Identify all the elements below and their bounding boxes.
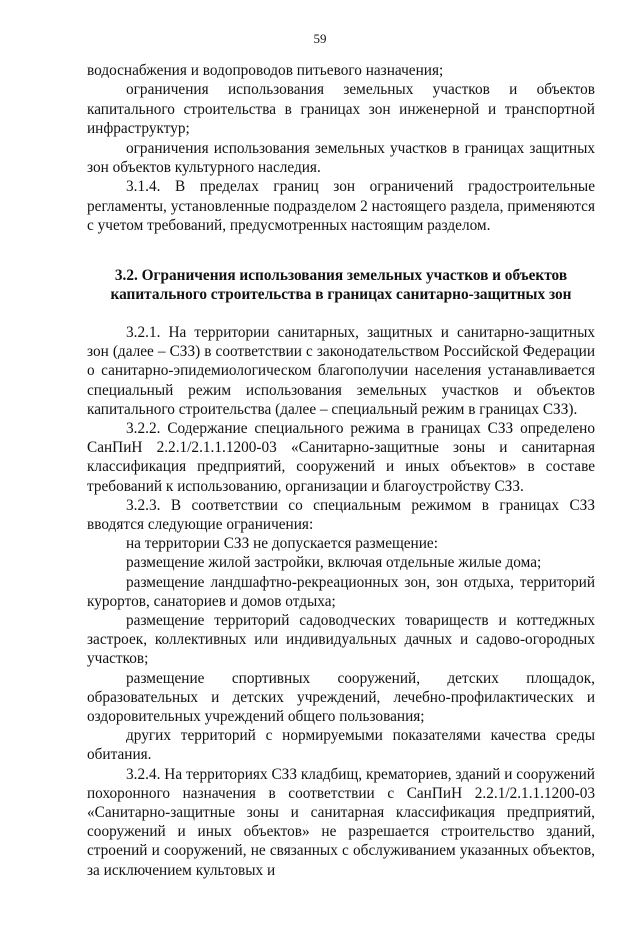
paragraph: 3.2.2. Содержание специального режима в границах СЗЗ определено СанПиН 2.2.1/2.1.1.1200-03 «Санитарно-защитные зоны и санитарная классификация предприятий, сооружений и иных объектов» в составе требований к использованию, организации и благоустройству СЗЗ. (87, 420, 595, 495)
paragraph: размещение ландшафтно-рекреационных зон, зон отдыха, территорий курортов, санаториев и домов отдыха; (87, 573, 595, 610)
paragraph: 3.2.3. В соответствии со специальным режимом в границах СЗЗ вводятся следующие ограничения: (87, 496, 595, 534)
body-text-bottom (87, 323, 595, 880)
paragraph: 3.2.1. На территории санитарных, защитных и санитарно-защитных зон (далее – СЗЗ) в соответствии с законодательством Российской Федерации о санитарно-эпидемиологическом благополучии населения устанавливается специальный режим использования земельных участков и объектов капитального строительства (далее – специальный режим в границах СЗЗ). (87, 324, 595, 418)
paragraph: на территории СЗЗ не допускается размещение: (126, 535, 438, 553)
page-number: 59 (313, 31, 327, 46)
paragraph: ограничения использования земельных участков в границах защитных зон объектов культурного наследия. (87, 139, 595, 177)
body-text-top (87, 61, 595, 236)
paragraph: размещение спортивных сооружений, детских площадок, образовательных и детских учреждений, лечебно-профилактических и оздоровительных учреждений общего пользования; (87, 669, 595, 726)
section-heading-line: 3.2. Ограничения использования земельных участков и объектов (114, 267, 568, 284)
paragraph: других территорий с нормируемыми показателями качества среды обитания. (87, 727, 595, 764)
paragraph: 3.2.4. На территориях СЗЗ кладбищ, крематориев, зданий и сооружений похоронного назначения в соответствии с СанПиН 2.2.1/2.1.1.1200-03 «Санитарно-защитные зоны и санитарная классификация предприятий, сооружений и иных объектов» не разрешается строительство зданий, строений и сооружений, не связанных с обслуживанием указанных объектов, за исключением культовых и (87, 765, 595, 879)
paragraph: размещение жилой застройки, включая отдельные жилые дома; (126, 554, 542, 572)
paragraph: водоснабжения и водопроводов питьевого назначения; (87, 62, 444, 79)
paragraph: ограничения использования земельных участков и объектов капитального строительства в границах зон инженерной и транспортной инфраструктур; (87, 81, 595, 138)
paragraph: 3.1.4. В пределах границ зон ограничений градостроительные регламенты, установленные подразделом 2 настоящего раздела, применяются с учетом требований, предусмотренных настоящим разделом. (87, 178, 595, 235)
section-heading (87, 266, 595, 305)
paragraph: размещение территорий садоводческих товариществ и коттеджных застроек, коллективных или индивидуальных дачных и садово-огородных участков; (87, 612, 595, 668)
section-heading-line: капитального строительства в границах санитарно-защитных зон (110, 286, 572, 304)
